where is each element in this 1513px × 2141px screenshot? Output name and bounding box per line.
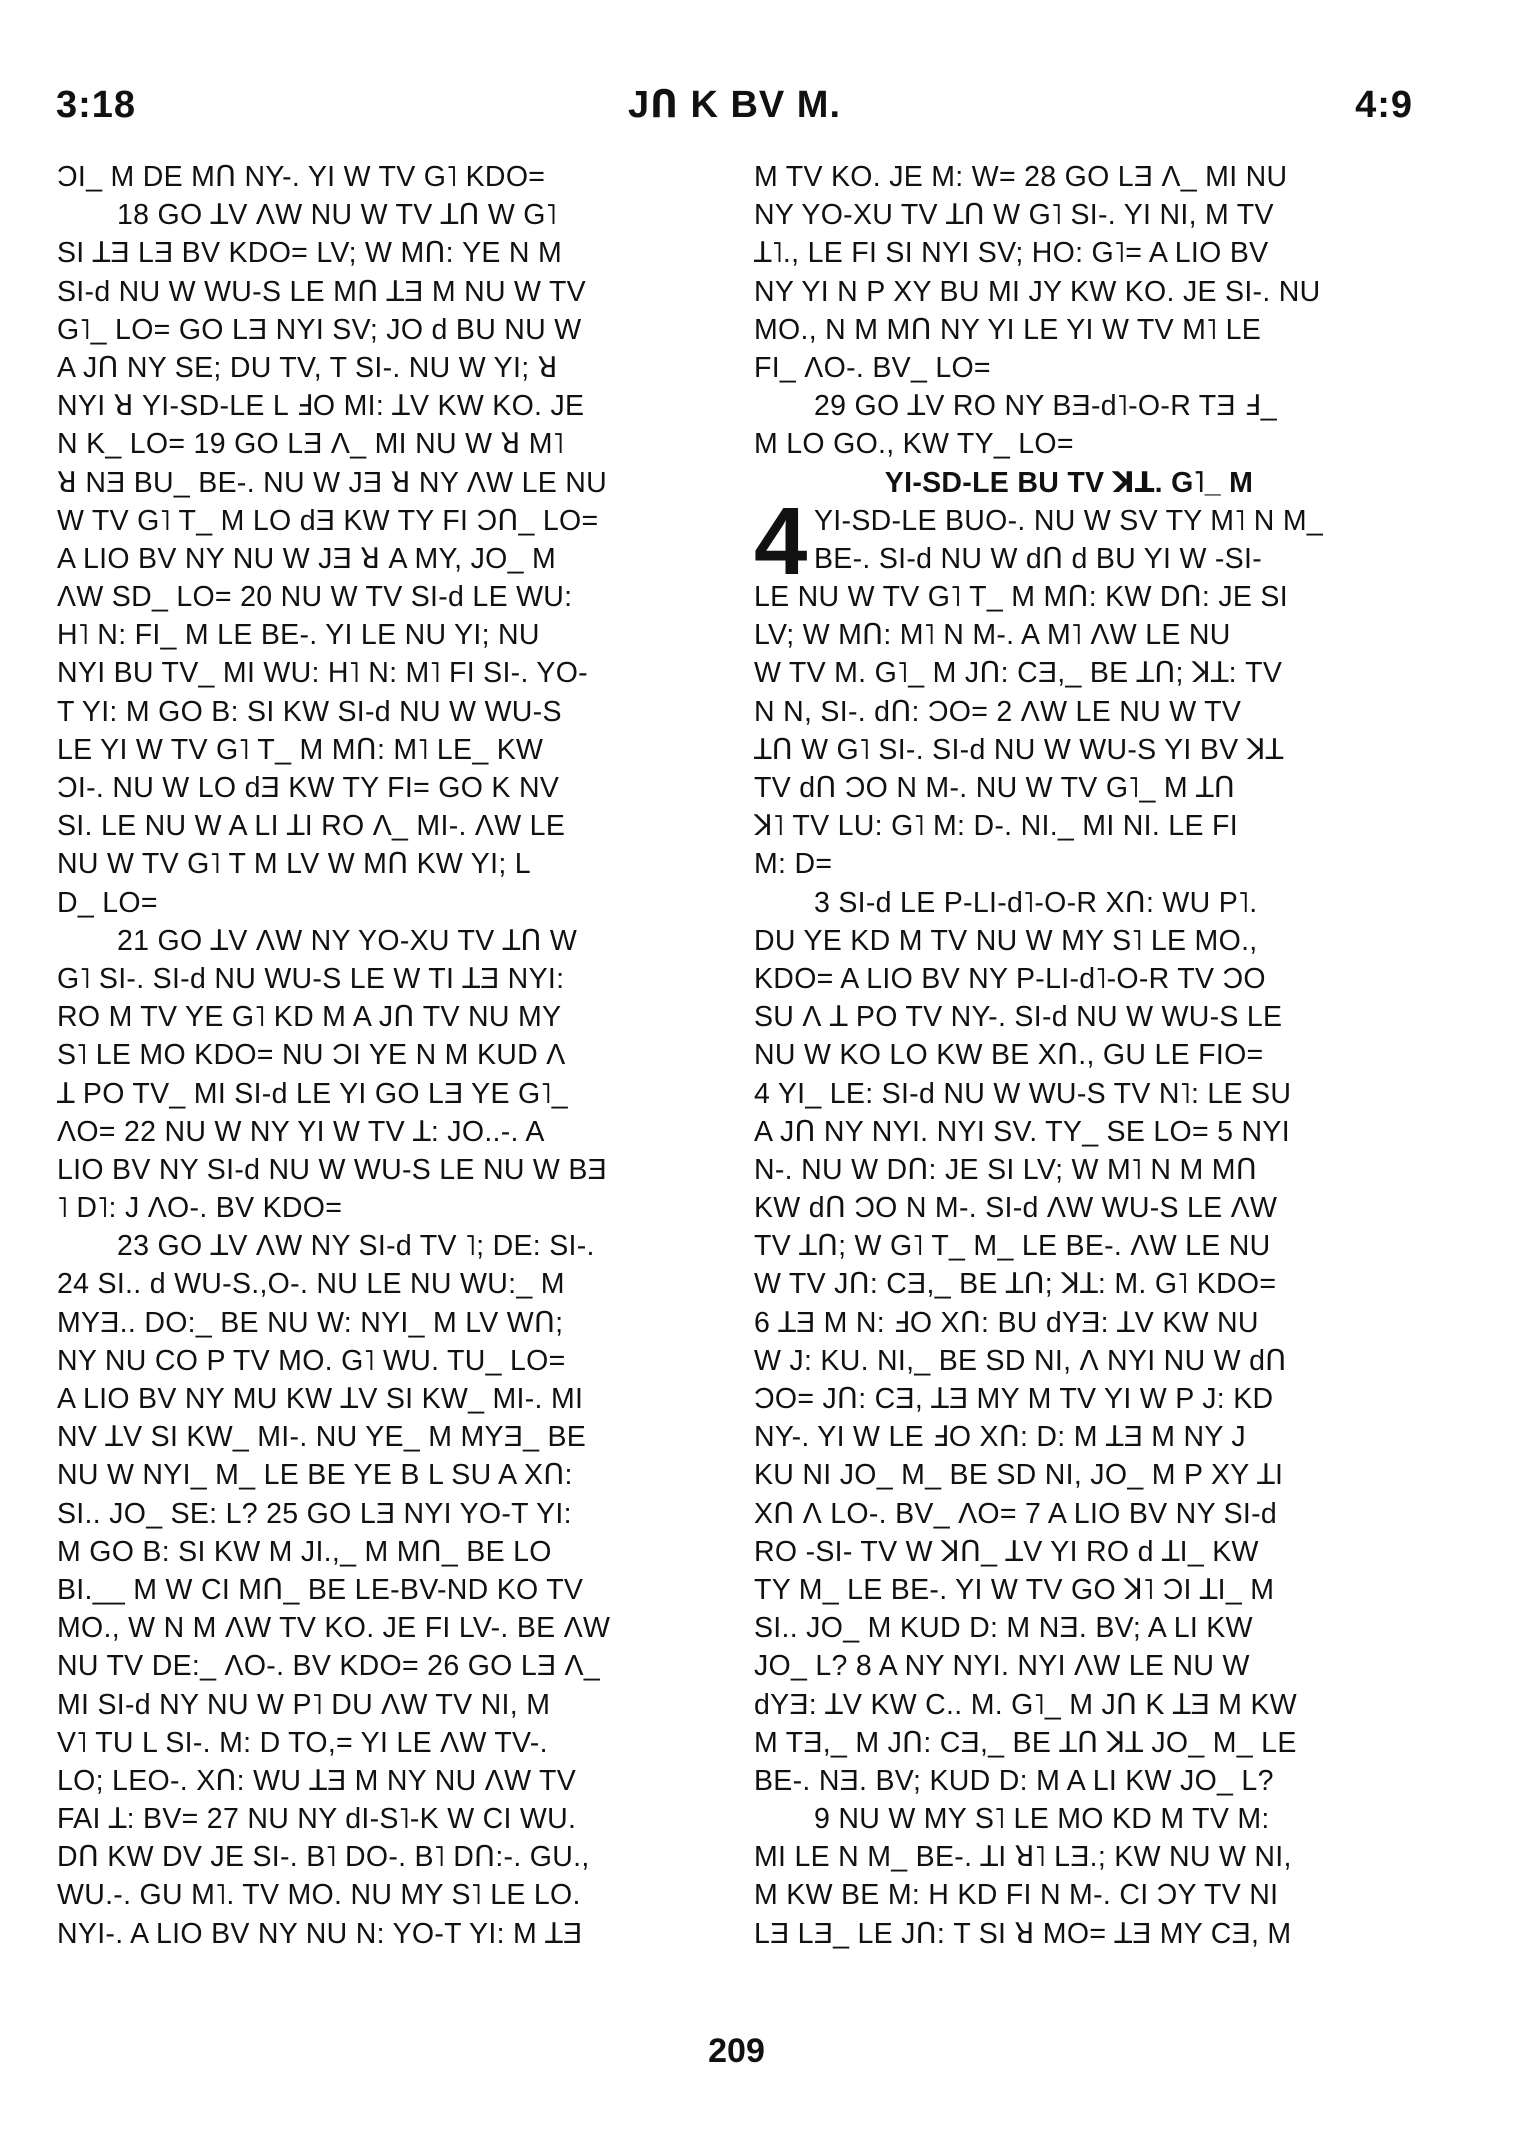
text-line: MI LE N M_ BE-. ꓕI ꓤ˥ LƎ.; KW NU W NI, <box>754 1841 1292 1874</box>
text-line: W TV M. G˥_ M JՈ: CƎ,_ BE ꓕՈ; ꓘꓕ: TV <box>754 657 1283 690</box>
text-line: NYI-. A LIO BV NY NU N: YO-T YI: M ꓕƎ <box>57 1917 583 1950</box>
right-column <box>754 158 1404 1953</box>
text-line: M LO GO., KW TY_ LO= <box>754 428 1074 461</box>
text-line: ƆO= JՈ: CƎ, ꓕƎ MY M TV YI W P J: KD <box>754 1383 1274 1415</box>
text-line: M TƎ,_ M JՈ: CƎ,_ BE ꓕՈ ꓘꓕ JO_ M_ LE <box>754 1726 1297 1759</box>
text-line: ꓤ NƎ BU_ BE-. NU W JƎ ꓤ NY ɅW LE NU <box>57 466 608 499</box>
text-line: MO., W N M ɅW TV KO. JE FI LV-. BE ɅW <box>57 1612 611 1645</box>
text-line: RO M TV YE G˥ KD M A JՈ TV NU MY <box>57 1001 562 1034</box>
text-line: 29 GO ꓕV RO NY BƎ-d˥-O-R TƎ ꓞ_ <box>814 390 1277 423</box>
text-line: XՈ Ʌ LO-. BV_ ɅO= 7 A LIO BV NY SI-d <box>754 1497 1278 1530</box>
text-line: JO_ L? 8 A NY NYI. NYI ɅW LE NU W <box>754 1650 1250 1683</box>
page-number: 209 <box>708 2032 765 2070</box>
text-line: W J: KU. NI,_ BE SD NI, Ʌ NYI NU W dՈ <box>754 1344 1287 1377</box>
text-line: NYI ꓤ YI-SD-LE L ꓞO MI: ꓕV KW KO. JE <box>57 390 585 423</box>
header-chapter-verse-start: 3:18 <box>56 84 137 126</box>
text-line: N-. NU W DՈ: JE SI LV; W M˥ N M MՈ <box>754 1153 1257 1186</box>
text-line: 23 GO ꓕV ɅW NY SI-d TV ˥; DE: SI-. <box>117 1230 595 1263</box>
text-line: LO; LEO-. XՈ: WU ꓕƎ M NY NU ɅW TV <box>57 1764 577 1797</box>
text-line: RO -SI- TV W ꓘՈ_ ꓕV YI RO d ꓕI_ KW <box>754 1535 1259 1568</box>
text-line: M TV KO. JE M: W= 28 GO LƎ Ʌ_ MI NU <box>754 161 1288 193</box>
text-line: W TV G˥ T_ M LO dƎ KW TY FI ƆՈ_ LO= <box>57 504 599 537</box>
text-line: ɅW SD_ LO= 20 NU W TV SI-d LE WU: <box>57 581 573 614</box>
text-line: FAI ꓕ: BV= 27 NU NY dI-S˥-K W CI WU. <box>57 1803 577 1836</box>
text-line: M GO B: SI KW M JI.,_ M MՈ_ BE LO <box>57 1535 552 1568</box>
text-line: MYƎ.. DO:_ BE NU W: NYI_ M LV WՈ; <box>57 1306 564 1339</box>
text-line: BE-. NƎ. BV; KUD D: M A LI KW JO_ L? <box>754 1764 1274 1797</box>
text-line: G˥ SI-. SI-d NU WU-S LE W TI ꓕƎ NYI: <box>57 962 565 995</box>
text-line: LE NU W TV G˥ T_ M MՈ: KW DՈ: JE SI <box>754 581 1288 614</box>
text-line: ˥ D˥: J ɅO-. BV KDO= <box>57 1192 343 1225</box>
text-line: NY-. YI W LE ꓞO XՈ: D: M ꓕƎ M NY J <box>754 1421 1246 1454</box>
text-line: LV; W MՈ: M˥ N M-. A M˥ ɅW LE NU <box>754 619 1231 652</box>
text-line: NY YI N P XY BU MI JY KW KO. JE SI-. NU <box>754 275 1321 308</box>
text-line: ɅO= 22 NU W NY YI W TV ꓕ: JO..-. A <box>57 1115 545 1148</box>
text-line: H˥ N: FI_ M LE BE-. YI LE NU YI; NU <box>57 619 540 652</box>
left-column <box>57 158 707 1953</box>
text-line: BE-. SI-d NU W dՈ d BU YI W -SI- <box>814 542 1262 575</box>
header-book-title: JՈ K BV M. <box>627 84 842 126</box>
text-line: TY M_ LE BE-. YI W TV GO ꓘ˥ ƆI ꓕI_ M <box>754 1573 1275 1606</box>
text-line: TV ꓕՈ; W G˥ T_ M_ LE BE-. ɅW LE NU <box>754 1230 1271 1263</box>
text-line: ꓘ˥ TV LU: G˥ M: D-. NI._ MI NI. LE FI <box>754 810 1238 843</box>
text-line: A JՈ NY NYI. NYI SV. TY_ SE LO= 5 NYI <box>754 1115 1290 1148</box>
header-chapter-verse-end: 4:9 <box>1355 84 1413 126</box>
text-line: G˥_ LO= GO LƎ NYI SV; JO d BU NU W <box>57 313 582 346</box>
text-line: 6 ꓕƎ M N: ꓞO XՈ: BU dYƎ: ꓕV KW NU <box>754 1306 1259 1339</box>
text-line: SI ꓕƎ LƎ BV KDO= LV; W MՈ: YE N M <box>57 237 563 270</box>
text-line: MI SI-d NY NU W P˥ DU ɅW TV NI, M <box>57 1688 551 1721</box>
chapter-drop-cap: 4 <box>754 488 808 595</box>
text-line: ƆI-. NU W LO dƎ KW TY FI= GO K NV <box>57 772 560 804</box>
text-line: M: D= <box>754 848 833 881</box>
text-line: S˥ LE MO KDO= NU ƆI YE N M KUD Ʌ <box>57 1039 566 1072</box>
text-line: N K_ LO= 19 GO LƎ Ʌ_ MI NU W ꓤ M˥ <box>57 428 565 461</box>
text-line: W TV JՈ: CƎ,_ BE ꓕՈ; ꓘꓕ: M. G˥ KDO= <box>754 1268 1277 1301</box>
text-line: ꓕ˥., LE FI SI NYI SV; HO: G˥= A LIO BV <box>754 237 1269 270</box>
text-line: ꓕ PO TV_ MI SI-d LE YI GO LƎ YE G˥_ <box>57 1077 568 1110</box>
text-line: NU TV DE:_ ɅO-. BV KDO= 26 GO LƎ Ʌ_ <box>57 1650 601 1683</box>
text-line: NU W KO LO KW BE XՈ., GU LE FIO= <box>754 1039 1264 1072</box>
text-line: SI-d NU W WU-S LE MՈ ꓕƎ M NU W TV <box>57 275 586 308</box>
text-line: NY NU CO P TV MO. G˥ WU. TU_ LO= <box>57 1344 566 1377</box>
text-line: A LIO BV NY MU KW ꓕV SI KW_ MI-. MI <box>57 1383 584 1415</box>
text-line: KW dՈ ƆO N M-. SI-d ɅW WU-S LE ɅW <box>754 1192 1278 1225</box>
text-line: 24 SI.. d WU-S.,O-. NU LE NU WU:_ M <box>57 1268 565 1301</box>
text-line: NV ꓕV SI KW_ MI-. NU YE_ M MYƎ_ BE <box>57 1421 587 1454</box>
text-line: 3 SI-d LE P-LI-d˥-O-R XՈ: WU P˥. <box>814 886 1258 919</box>
text-line: LE YI W TV G˥ T_ M MՈ: M˥ LE_ KW <box>57 733 544 766</box>
text-line: FI_ ɅO-. BV_ LO= <box>754 351 991 384</box>
text-line: M KW BE M: H KD FI N M-. CI ƆY TV NI <box>754 1879 1279 1912</box>
text-line: YI-SD-LE BUO-. NU W SV TY M˥ N M_ <box>814 504 1324 537</box>
text-line: ƆI_ M DE MՈ NY-. YI W TV G˥ KDO= <box>57 161 546 193</box>
text-line: NY YO-XU TV ꓕՈ W G˥ SI-. YI NI, M TV <box>754 199 1274 232</box>
text-line: dYƎ: ꓕV KW C.. M. G˥_ M JՈ K ꓕƎ M KW <box>754 1688 1297 1721</box>
text-line: BI.__ M W CI MՈ_ BE LE-BV-ND KO TV <box>57 1573 584 1606</box>
text-line: LƎ LƎ_ LE JՈ: T SI ꓤ MO= ꓕƎ MY CƎ, M <box>754 1917 1292 1950</box>
text-line: MO., N M MՈ NY YI LE YI W TV M˥ LE <box>754 313 1262 346</box>
text-line: A LIO BV NY NU W JƎ ꓤ A MY, JO_ M <box>57 542 557 575</box>
text-line: KU NI JO_ M_ BE SD NI, JO_ M P XY ꓕI <box>754 1459 1284 1492</box>
running-header <box>56 80 1413 130</box>
text-line: WU.-. GU M˥. TV MO. NU MY S˥ LE LO. <box>57 1879 581 1912</box>
text-line: SI.. JO_ M KUD D: M NƎ. BV; A LI KW <box>754 1612 1253 1645</box>
text-line: A JՈ NY SE; DU TV, T SI-. NU W YI; ꓤ <box>57 351 558 384</box>
text-line: SI.. JO_ SE: L? 25 GO LƎ NYI YO-T YI: <box>57 1497 572 1530</box>
text-line: NYI BU TV_ MI WU: H˥ N: M˥ FI SI-. YO- <box>57 657 588 690</box>
text-line: DՈ KW DV JE SI-. B˥ DO-. B˥ DՈ:-. GU., <box>57 1841 590 1874</box>
text-line: KDO= A LIO BV NY P-LI-d˥-O-R TV ƆO <box>754 962 1266 995</box>
text-line: LIO BV NY SI-d NU W WU-S LE NU W BƎ <box>57 1153 607 1186</box>
text-line: 9 NU W MY S˥ LE MO KD M TV M: <box>814 1803 1270 1836</box>
text-line: N N, SI-. dՈ: ƆO= 2 ɅW LE NU W TV <box>754 695 1242 728</box>
text-line: TV dՈ ƆO N M-. NU W TV G˥_ M ꓕՈ <box>754 772 1235 804</box>
text-line: 4 YI_ LE: SI-d NU W WU-S TV N˥: LE SU <box>754 1077 1292 1110</box>
text-line: 21 GO ꓕV ɅW NY YO-XU TV ꓕՈ W <box>117 924 578 957</box>
text-line: YI-SD-LE BU TV ꓘꓕ. G˥_ M <box>884 466 1254 499</box>
text-line: 18 GO ꓕV ɅW NU W TV ꓕՈ W G˥ <box>117 199 557 232</box>
text-line: NU W TV G˥ T M LV W MՈ KW YI; L <box>57 848 531 881</box>
text-line: V˥ TU L SI-. M: D TO,= YI LE ɅW TV-. <box>57 1726 548 1759</box>
text-line: T YI: M GO B: SI KW SI-d NU W WU-S <box>57 695 562 728</box>
text-line: SI. LE NU W A LI ꓕI RO Ʌ_ MI-. ɅW LE <box>57 810 566 843</box>
text-line: SU Ʌ ꓕ PO TV NY-. SI-d NU W WU-S LE <box>754 1001 1283 1034</box>
text-line: NU W NYI_ M_ LE BE YE B L SU A XՈ: <box>57 1459 573 1492</box>
text-line: D_ LO= <box>57 886 158 919</box>
text-line: DU YE KD M TV NU W MY S˥ LE MO., <box>754 924 1258 957</box>
text-line: ꓕՈ W G˥ SI-. SI-d NU W WU-S YI BV ꓘꓕ <box>754 733 1284 766</box>
